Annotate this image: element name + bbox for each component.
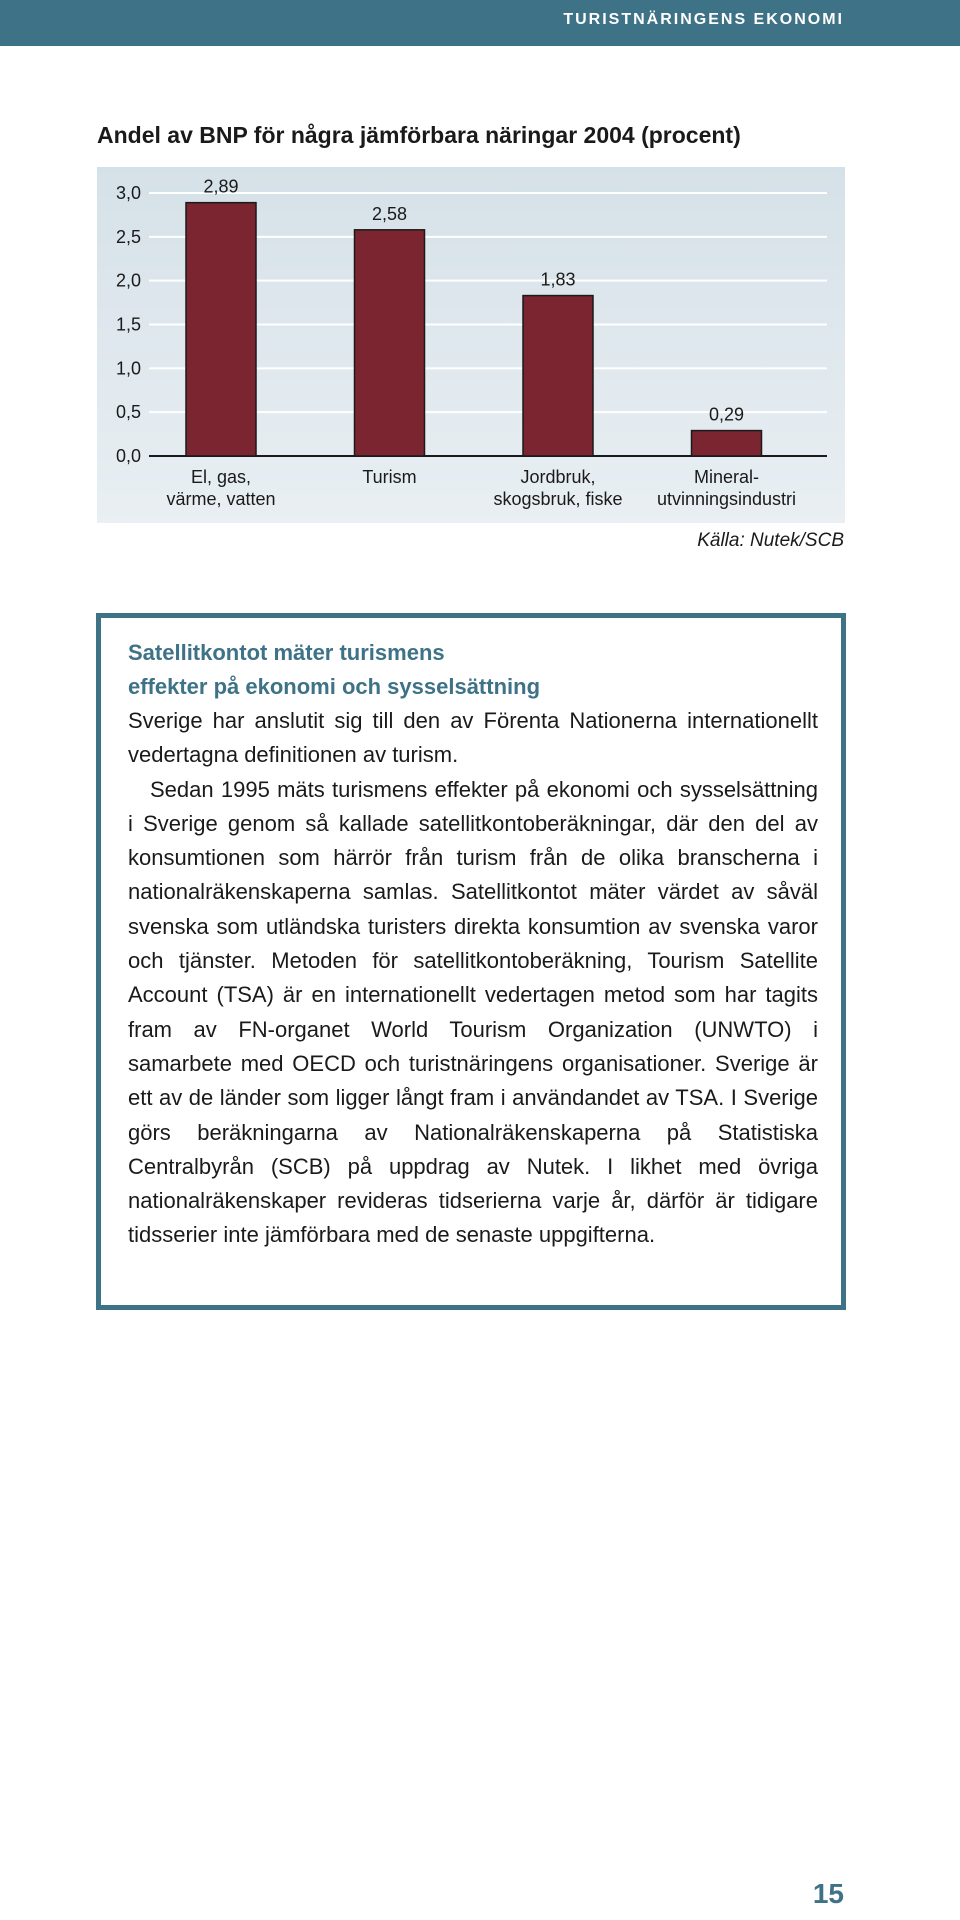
bar-value-label: 2,89	[203, 176, 239, 197]
page-number: 15	[812, 1878, 844, 1909]
bar-value-label: 0,29	[708, 404, 745, 425]
y-tick-label: 0,5	[116, 402, 142, 423]
category-label: Jordbruk,	[520, 467, 596, 487]
info-content	[128, 636, 818, 1253]
bar	[355, 230, 425, 456]
y-tick-label: 0,0	[116, 446, 142, 466]
category-label: utvinningsindustri	[656, 489, 797, 509]
header-band	[0, 0, 960, 46]
y-tick-label: 3,0	[116, 183, 142, 203]
category-label: värme, vatten	[166, 489, 276, 509]
info-heading-line2: effekter på ekonomi och sysselsättning	[128, 674, 541, 699]
y-tick-label: 2,5	[116, 226, 142, 247]
bar-value-label: 1,83	[540, 269, 576, 290]
chart-source: Källa: Nutek/SCB	[697, 530, 844, 551]
bar	[186, 203, 256, 456]
y-tick-label: 1,0	[116, 358, 142, 379]
info-heading-line1: Satellitkontot mäter turismens	[128, 640, 445, 665]
chart-title: Andel av BNP för några jämförbara näringar 2004 (procent)	[97, 122, 741, 148]
y-tick-label: 2,0	[116, 270, 142, 291]
category-label: El, gas,	[190, 467, 252, 487]
info-heading	[128, 636, 818, 704]
bar-value-label: 2,58	[371, 203, 408, 224]
category-label: Turism	[362, 467, 417, 487]
bar	[523, 296, 593, 456]
y-tick-label: 1,5	[116, 314, 142, 335]
bar-chart	[97, 167, 845, 523]
bar	[692, 431, 762, 456]
category-label: Mineral-	[693, 467, 760, 487]
chart-panel	[97, 167, 845, 523]
info-paragraph-2: Sedan 1995 mäts turismens effekter på ekonomi och sysselsättning i Sverige genom så kallade satellitkontoberäkningar, där den del av konsumtionen som härrör från turism från de olika branscherna i nationalräkenskaperna samlas. Satellitkontot mäter värdet av såväl svenska som utländska turisters direkta konsumtion av svenska varor och tjänster. Metoden för satellitkontoberäkning, Tourism Satellite Account (TSA) är en internationellt vedertagen metod som har tagits fram av FN-organet World Tourism Organization (UNWTO) i samarbete med OECD och turistnäringens organisationer. Sverige är ett av de länder som ligger långt fram i användandet av TSA. I Sverige görs beräkningarna av Nationalräkenskaperna på Statistiska Centralbyrån (SCB) på uppdrag av Nutek. I likhet med övriga nationalräkenskaper revideras tidserierna varje år, därför är tidigare tidsserier inte jämförbara med de senaste uppgifterna.	[128, 776, 818, 1248]
info-paragraph-1: Sverige har anslutit sig till den av Förenta Nationerna internationellt vedertagna definitionen av turism.	[128, 708, 818, 768]
section-label: TURISTNÄRINGENS EKONOMI	[563, 11, 844, 28]
category-label: skogsbruk, fiske	[493, 489, 623, 509]
info-box	[96, 613, 846, 1310]
